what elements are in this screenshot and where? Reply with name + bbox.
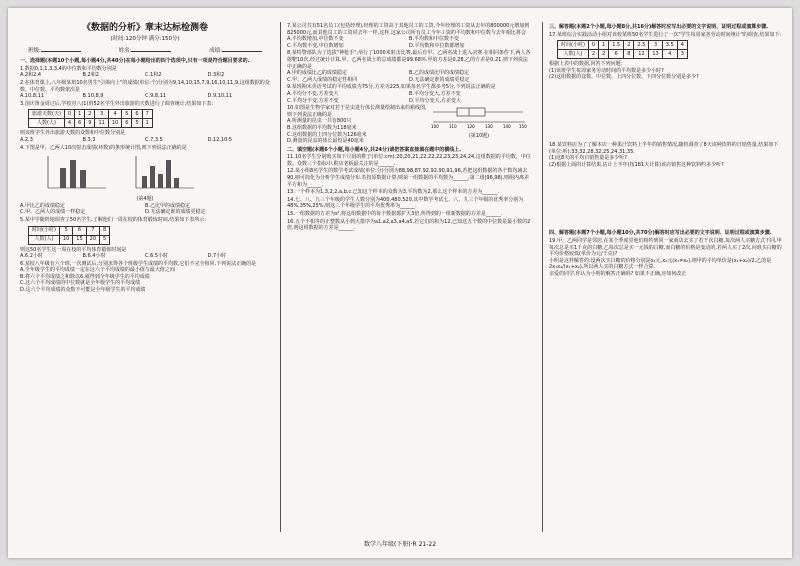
q8-options bbox=[287, 70, 531, 83]
option: C.6.5小时 bbox=[145, 253, 169, 260]
option: C.7,3.5 bbox=[145, 136, 163, 143]
bar-chart-yi bbox=[128, 154, 198, 194]
option: D.平均分变大,方差变大 bbox=[409, 97, 462, 104]
question-8: 8.某特警部队为了选拔"神枪手",举行了1000米射击比赛,最后有甲、乙两名战士进入决赛.在相同条件下,两人各射靶10次,经过统计计算,甲、乙两名战士的总成绩都是99.68环,甲的方差是0.28,乙的方差是0.21.则下列说法中正确的是 bbox=[287, 50, 531, 70]
option: D.测量的昆虫的体长最短是40毫米 bbox=[287, 138, 364, 145]
option: D.7小时 bbox=[207, 253, 227, 260]
name-label: 姓名: bbox=[119, 46, 172, 55]
question-5b: 则这50名学生这一周在校的平均体育锻炼时间是 bbox=[20, 246, 127, 253]
student-info bbox=[28, 46, 262, 55]
column-left bbox=[20, 22, 270, 532]
exam-meta: (时间:120分钟 满分:150分) bbox=[110, 36, 180, 42]
score-label: 成绩: bbox=[209, 46, 262, 55]
table-cell: 0 bbox=[588, 41, 598, 50]
question-3: 3.国庆黄金周过后,学校对八(1)班52名学生外出旅游的天数进行了调查统计,结果如下表: bbox=[20, 100, 214, 107]
option: A.所测量的昆虫一共有800只 bbox=[287, 118, 352, 125]
option: D.这六个平均成绩的众数不可能是全年级学生的平均成绩 bbox=[20, 287, 146, 294]
section-3-heading: 三、解答题(本题2个小题,每小题8分,共16分)解答时应写出必要的文字说明、证明过程或演算步骤. bbox=[549, 24, 769, 30]
boxplot-figure bbox=[427, 104, 531, 145]
question-18: 18.某饮料店为了了解本店一种果汁饮料上半年的销售情况,随机调查了8天该种饮料的日销售量,结果如下(单位:听):33,32,28,32,25,24,31,35. bbox=[549, 141, 779, 155]
option: D.12,10.5 bbox=[207, 136, 233, 143]
option: B.10,8,9 bbox=[82, 93, 104, 100]
q5-options bbox=[20, 253, 270, 260]
q9-options bbox=[287, 91, 531, 104]
table-cell: 1 bbox=[142, 119, 152, 128]
bar-chart-jia bbox=[40, 154, 110, 194]
table-cell: 2.5 bbox=[634, 41, 649, 50]
axis-tick: 140 bbox=[503, 124, 511, 130]
question-5: 5.某中学随机地调查了50名学生,了解他们一周在校的体育锻炼时间,结果如下表所示: bbox=[20, 216, 207, 223]
q4-figures bbox=[40, 154, 270, 194]
option: A.10,8,11 bbox=[20, 93, 45, 100]
question-18a: (1)这8天的平均日销售量是多少听? bbox=[549, 155, 627, 162]
table-cell: 3 bbox=[649, 41, 662, 50]
question-12: 12.某小组8名学生的数学考试成绩(单位:分)分别为88,98,87,92,92,90,91,96,若把这组数据的各个数均减去90,则可简化为分析学生成绩分布.若按原数据计算,则第一组数据的平均数为______,第二组|96,98|,则组内离差平方和为______. bbox=[287, 168, 529, 188]
q1-options bbox=[20, 72, 270, 79]
table-cell: 6 bbox=[122, 119, 132, 128]
table-cell: 1 bbox=[599, 41, 609, 50]
question-1: 1.数据0,1,1,3,3,4的中位数和平均数分别是 bbox=[20, 65, 117, 72]
table-cell: 6 bbox=[73, 226, 86, 235]
table-cell: 7 bbox=[142, 110, 152, 119]
table-cell: 4 bbox=[662, 50, 677, 59]
table-cell: 时间(小时) bbox=[29, 226, 60, 235]
axis-tick: 150 bbox=[519, 124, 527, 130]
table-cell: 3 bbox=[677, 50, 687, 59]
question-16: 16.五个不相等的正整数从小到大排序为a1,a2,a3,a4,a5,若它们的和为12,已知这五个数的中位数是最小数的2倍,则这组数据的方差是______. bbox=[287, 218, 531, 232]
section-4-heading: 四、解答题(本题7个小题,每小题10分,共70分)解答时应写出必要的文字说明、证明过程或演算步骤. bbox=[549, 230, 772, 237]
q10-text bbox=[287, 104, 427, 145]
answer-space bbox=[549, 81, 783, 141]
option: A.甲的成绩比乙的成绩稳定 bbox=[287, 70, 347, 77]
option: A.甲比乙的成绩稳定 bbox=[20, 202, 65, 209]
q3-table bbox=[28, 109, 153, 128]
option: A.6.2小时 bbox=[20, 253, 43, 260]
column-right bbox=[542, 22, 783, 532]
option: B.3,3 bbox=[82, 136, 96, 143]
option: C.9,8,11 bbox=[145, 93, 166, 100]
section-2-heading: 二、填空题(本题6个小题,每小题4分,共24分)请把答案直接填在题中的横线上. bbox=[287, 146, 462, 153]
option: C.这组数据的上四分位数为126毫米 bbox=[287, 131, 367, 138]
table-cell: 15 bbox=[73, 235, 86, 244]
table-cell: 10 bbox=[59, 235, 72, 244]
axis-tick: 130 bbox=[485, 124, 493, 130]
table-cell: 4 bbox=[64, 119, 74, 128]
table-cell: 6 bbox=[609, 50, 624, 59]
table-cell: 2 bbox=[599, 50, 609, 59]
table-cell: 6 bbox=[75, 119, 85, 128]
table-cell: 1 bbox=[75, 110, 85, 119]
option: B.乙的成绩比甲的成绩稳定 bbox=[409, 70, 470, 77]
figure-10-caption: (第10题) bbox=[468, 132, 490, 139]
q2-options bbox=[20, 93, 270, 100]
table-cell: 4 bbox=[108, 110, 121, 119]
question-17c: (2)这组数据的众数、中位数、上四分位数、下四分位数分别是多少? bbox=[549, 74, 699, 81]
page-footer: 数学八年级(下册)·R 21-22 bbox=[363, 541, 437, 548]
question-18b: (2)根据上面的计算结果,估计上半年(按181天计算)该店销售这种饮料约多少听? bbox=[549, 161, 724, 168]
table-cell: 2 bbox=[85, 110, 95, 119]
q17-table bbox=[557, 40, 688, 59]
option: A.全年级学生的平均成绩一定在这六个平均成绩的最小值与最大值之间 bbox=[20, 267, 175, 274]
question-6: 6.某校八年级有六个班,一次测试后,分别求得各个班级学生成绩的平均数,它们不完全相同,下列说法正确的是 bbox=[20, 260, 257, 267]
option: B.6.4小时 bbox=[82, 253, 106, 260]
axis-tick: 100 bbox=[431, 124, 439, 130]
section-1-heading: 一、选择题(本题10个小题,每小题4分,共40分)在每小题给出的四个选项中,只有一项是符合题目要求的. bbox=[20, 58, 250, 65]
option: A.平均数增加,中位数不变 bbox=[287, 36, 344, 43]
boxplot bbox=[427, 104, 531, 130]
table-cell: 2 bbox=[624, 41, 634, 50]
table-cell: 1.5 bbox=[609, 41, 624, 50]
table-cell: 人数(人) bbox=[29, 119, 65, 128]
question-19a: 小明是这样解答的:设两次买白糖的价格分别是x₁元,x₂元(x₁≠x₂),则甲的平均单价是(x₁+x₂)/2,乙的是2x₁x₂/(x₁+x₂),所以两人买的白糖方式一样合算. bbox=[549, 257, 772, 271]
table-cell: 3.5 bbox=[662, 41, 677, 50]
question-3b: 则该班学生外出旅游天数的众数和中位数分别是 bbox=[20, 130, 126, 137]
table-cell: 5 bbox=[59, 226, 72, 235]
class-label: 班级: bbox=[28, 46, 81, 55]
option: B.2和2 bbox=[82, 72, 99, 79]
table-cell: 5 bbox=[100, 235, 110, 244]
axis-tick: 120 bbox=[467, 124, 475, 130]
option: D.平均数和中位数都增加 bbox=[409, 42, 465, 49]
question-4: 4.下图是甲、乙两人10次射击成绩(环数)的条形统计图,则下列说法正确的是 bbox=[20, 144, 187, 151]
table-cell: 人数(人) bbox=[29, 235, 60, 244]
table-cell: 4 bbox=[677, 41, 687, 50]
question-17: 17.某班综合实践活动小组对该校某班50名学生进行了一次"学生每周家务劳动时间统计"的调查,结果如下: bbox=[549, 31, 782, 38]
option: B.平均数和中位数不变 bbox=[409, 36, 460, 43]
table-cell: 旅游天数(天) bbox=[29, 110, 65, 119]
table-cell: 7 bbox=[86, 226, 99, 235]
table-cell: 8 bbox=[624, 50, 634, 59]
option: A.2,3 bbox=[20, 136, 33, 143]
option: A.2和2.4 bbox=[20, 72, 42, 79]
option: C.这六个平均成绩的中位数就是全年级学生的平均成绩 bbox=[20, 280, 141, 287]
table-cell: 5 bbox=[132, 119, 142, 128]
option: D.无法确定谁的成绩更稳定 bbox=[145, 209, 206, 216]
table-cell: 20 bbox=[86, 235, 99, 244]
question-14: 14.七、八、九三个年级的学生人数分别为400,480,520.其中数学考试七、八、九三个年级的优秀率分别为48%,35%,25%,则这三个年级学生的平均优秀率为______. bbox=[287, 196, 524, 210]
page-title: 《数据的分析》章末达标检测卷 bbox=[81, 23, 208, 33]
question-15: 15.一组数据的方差为s²,将这组数据中的每个数据都扩大3倍,所得到的一组新数据的方差是______. bbox=[287, 211, 503, 218]
question-9: 9.某班期末英语考试的平均成绩为75分,方差为225,如果每名学生都多考5分,下列说法正确的是 bbox=[287, 84, 496, 91]
exam-page bbox=[8, 8, 792, 558]
axis-tick: 110 bbox=[449, 124, 457, 130]
table-cell: 2 bbox=[588, 50, 598, 59]
question-19: 19.甲、乙两同学是邻居,在某个季度里他们相约到同一家商店去买了若干次白糖,每次两人买糖方式不同,甲每次总是买1千克的白糖,乙每次总是买一元钱的白糖,而白糖的价格是变动的,若两人买了2次,问谁买白糖的平均价格较低(单价为元/千克)? bbox=[549, 237, 782, 258]
answer-space bbox=[549, 168, 783, 228]
column-middle bbox=[280, 22, 531, 532]
question-2: 2.在体育课上,八年级某班10名男生"引体向上"的成绩(单位:个)分别为9,14,10,15,7,9,16,10,11,9,这组数据的众数、中位数、平均数依次是 bbox=[20, 79, 270, 93]
table-cell: 8 bbox=[100, 226, 110, 235]
option: C.平均分不变,方差不变 bbox=[287, 97, 339, 104]
q5-table bbox=[28, 226, 110, 245]
question-17b: (1)该班学生每周家务劳动时间的平均数是多少小时? bbox=[549, 67, 664, 74]
option: C.平均数不变,中位数增加 bbox=[287, 42, 344, 49]
question-13: 13.一个样本为1,3,2,2,a,b,c.已知这个样本的众数为3,平均数为2,那么这个样本的方差为______. bbox=[287, 189, 499, 196]
table-cell: 时间(小时) bbox=[558, 41, 589, 50]
option: B.这组数据的平均数为118毫米 bbox=[287, 124, 357, 131]
table-cell: 9 bbox=[85, 119, 95, 128]
q7-options bbox=[287, 36, 531, 49]
option: B.将六个平均成绩之和除以6,就得到全年级学生的平均成绩 bbox=[20, 273, 150, 280]
q4-options bbox=[20, 203, 270, 216]
question-11: 11.10名学生分别购买如下尺码的鞋子(单位:cm):20,20,21,22,22,22,23,23,24,24,这组数据的平均数、中位数、众数三个指标中,鞋店老板最关注的是______. bbox=[287, 154, 531, 167]
table-cell: 12 bbox=[634, 50, 649, 59]
question-17a: 根据上表中的数据,回答下列问题: bbox=[549, 61, 623, 68]
question-10: 10.如图是生物学家对若干昆虫进行体长测量绘制出来的箱线图,则下列说法正确的是 bbox=[287, 105, 427, 118]
option: B.平均分变大,方差不变 bbox=[409, 90, 461, 97]
option: D.3和2 bbox=[207, 72, 225, 79]
option: C.1和2 bbox=[145, 72, 162, 79]
table-cell: 人数(人) bbox=[558, 50, 589, 59]
option: A.平均分不变,方差变大 bbox=[287, 90, 339, 97]
table-cell: 10 bbox=[108, 119, 121, 128]
option: B.乙比甲的成绩稳定 bbox=[145, 202, 191, 209]
option: C.甲、乙两人成绩的稳定性相同 bbox=[287, 76, 358, 83]
q10-block bbox=[287, 104, 531, 145]
option: C.甲、乙两人的成绩一样稳定 bbox=[20, 209, 86, 216]
q3-options bbox=[20, 137, 270, 144]
table-cell: 5 bbox=[122, 110, 132, 119]
question-7: 7.某公司共有51名员工(包括经理),经理的工资高于其他员工的工资,今年经理的工资从去年的800000元增加到825000元,而其他员工的工资同去年一样,这样,这家公司所有员工今年工资的平均数和中位数与去年相比将会 bbox=[287, 23, 530, 36]
table-cell: 6 bbox=[132, 110, 142, 119]
figure-4-caption: (第4题) bbox=[136, 196, 154, 203]
option: D.9,10,11 bbox=[207, 93, 233, 100]
question-19b: 亲爱的同学,你认为小明的解答正确吗? 如果不正确,应如何改正 bbox=[549, 270, 687, 277]
table-cell: 11 bbox=[95, 119, 108, 128]
option: D.无法确定谁的成绩更稳定 bbox=[409, 76, 470, 83]
table-cell: 13 bbox=[649, 50, 662, 59]
table-cell: 3 bbox=[95, 110, 108, 119]
table-cell: 0 bbox=[64, 110, 74, 119]
